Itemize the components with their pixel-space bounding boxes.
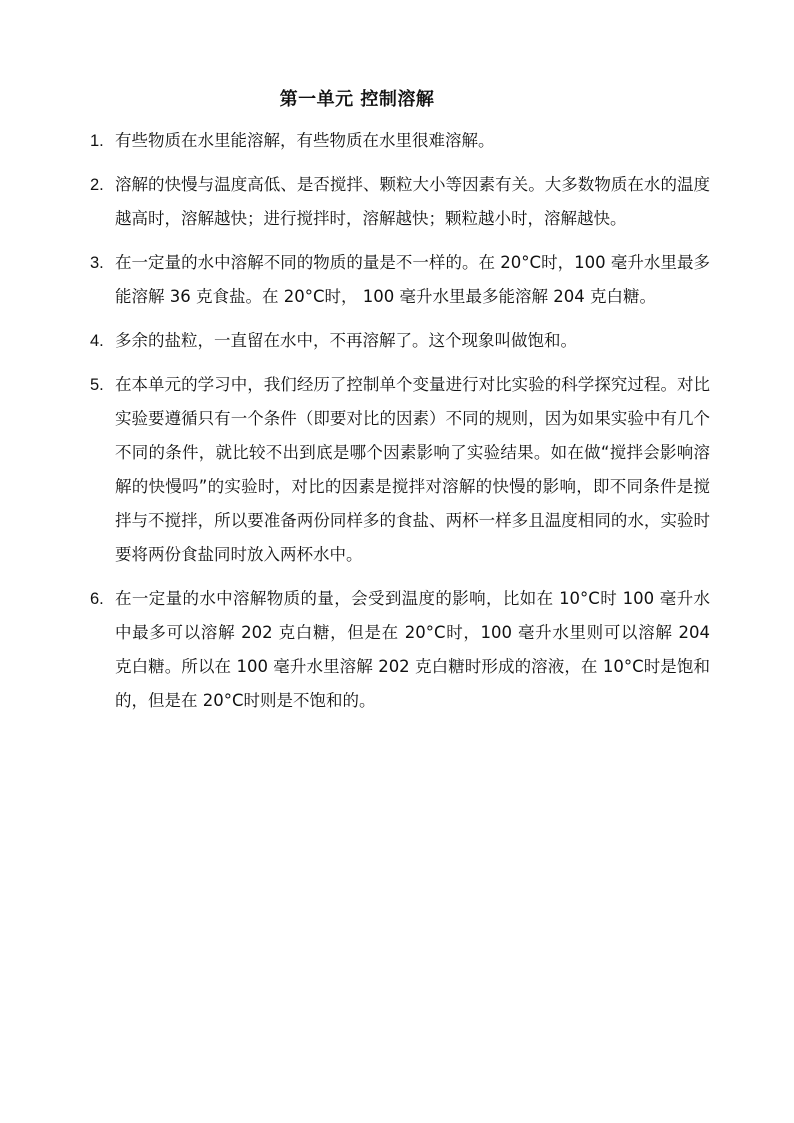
list-item-text: 在本单元的学习中，我们经历了控制单个变量进行对比实验的科学探究过程。对比实验要遵循只有一个条件（即要对比的因素）不同的规则，因为如果实验中有几个不同的条件，就比较不出到底是哪个因素影响了实验结果。如在做“搅拌会影响溶解的快慢吗”的实验时，对比的因素是搅拌对溶解的快慢的影响，即不同条件是搅拌与不搅拌，所以要准备两份同样多的食盐、两杯一样多且温度相同的水，实验时要将两份食盐同时放入两杯水中。	[115, 375, 710, 564]
list-item-number: 5.	[90, 376, 104, 394]
page-title: 第一单元 控制溶解	[279, 89, 435, 110]
list-item	[90, 582, 710, 718]
list-item-text: 溶解的快慢与温度高低、是否搅拌、颗粒大小等因素有关。大多数物质在水的温度越高时，溶解越快；进行搅拌时，溶解越快；颗粒越小时，溶解越快。	[115, 175, 710, 228]
list-item-number: 6.	[90, 590, 104, 608]
list-item-text: 在一定量的水中溶解不同的物质的量是不一样的。在 20°C时，100 毫升水里最多能溶解 36 克食盐。在 20°C时， 100 毫升水里最多能溶解 204 克白糖。	[115, 253, 710, 306]
list-item-number: 4.	[90, 332, 104, 350]
list-item	[90, 168, 710, 236]
numbered-list	[90, 124, 710, 728]
list-item	[90, 368, 710, 572]
list-item-text: 有些物质在水里能溶解，有些物质在水里很难溶解。	[115, 131, 495, 150]
list-item-number: 1.	[90, 132, 104, 150]
list-item	[90, 324, 710, 358]
list-item	[90, 124, 710, 158]
list-item-number: 2.	[90, 176, 104, 194]
list-item-number: 3.	[90, 254, 104, 272]
list-item	[90, 246, 710, 314]
list-item-text: 在一定量的水中溶解物质的量，会受到温度的影响，比如在 10°C时 100 毫升水中最多可以溶解 202 克白糖，但是在 20°C时，100 毫升水里则可以溶解 204 克白糖。所以在 100 毫升水里溶解 202 克白糖时形成的溶液，在 10°C时是饱和的，但是在 20°C时则是不饱和的。	[115, 589, 710, 710]
list-item-text: 多余的盐粒，一直留在水中，不再溶解了。这个现象叫做饱和。	[115, 331, 577, 350]
